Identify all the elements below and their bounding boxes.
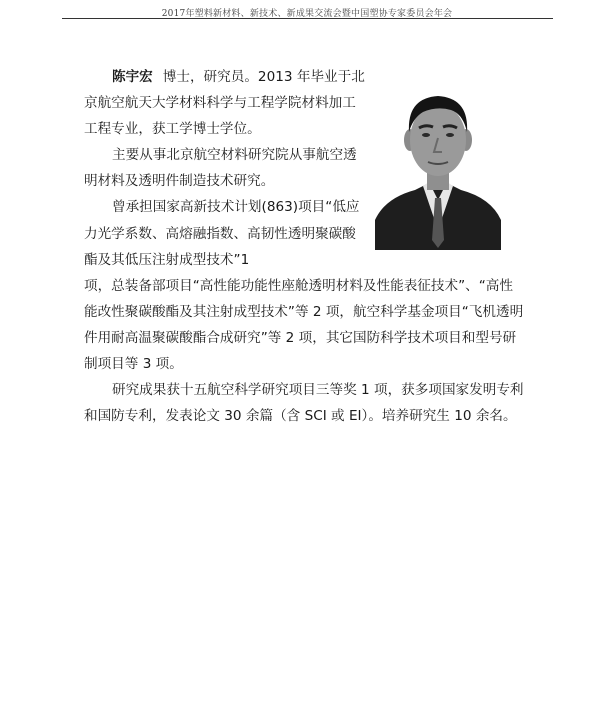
page-header: 2017年塑料新材料、新技术、新成果交流会暨中国塑协专家委员会年会 <box>161 9 453 19</box>
bio-paragraph-3-text-rest: 项，总装备部项目“高性能功能性座舱透明材料及性能表征技术”、“高性能改性聚碳酸酯及其注射成型技术”等 2 项，航空科学基金项目“飞机透明件用耐高温聚碳酸酯合成研究”等 2 项，其它国防科学技术项目和型号研制项目等 3 项。 <box>84 277 524 373</box>
bio-paragraph-2-text: 主要从事北京航空材料研究院从事航空透明材料及透明件制造技术研究。 <box>84 147 357 190</box>
bio-paragraph-3 <box>84 194 524 377</box>
person-name: 陈宇宏 <box>112 69 153 85</box>
bio-paragraph-1 <box>84 64 524 142</box>
bio-paragraph-4 <box>84 377 524 429</box>
biography <box>84 64 524 429</box>
bio-paragraph-2 <box>84 142 524 194</box>
bio-paragraph-3-text-narrow: 曾承担国家高新技术计划(863)项目“低应力光学系数、高熔融指数、高韧性透明聚碳酸酯及其低压注射成型技术”1 <box>84 199 360 268</box>
header-rule <box>62 18 553 19</box>
bio-paragraph-1-text: 博士，研究员。2013 年毕业于北京航空航天大学材料科学与工程学院材料加工工程专业，获工学博士学位。 <box>84 69 365 138</box>
bio-paragraph-4-text: 研究成果获十五航空科学研究项目三等奖 1 项，获多项国家发明专利和国防专利，发表论文 30 余篇（含 SCI 或 EI）。培养研究生 10 余名。 <box>84 382 524 425</box>
